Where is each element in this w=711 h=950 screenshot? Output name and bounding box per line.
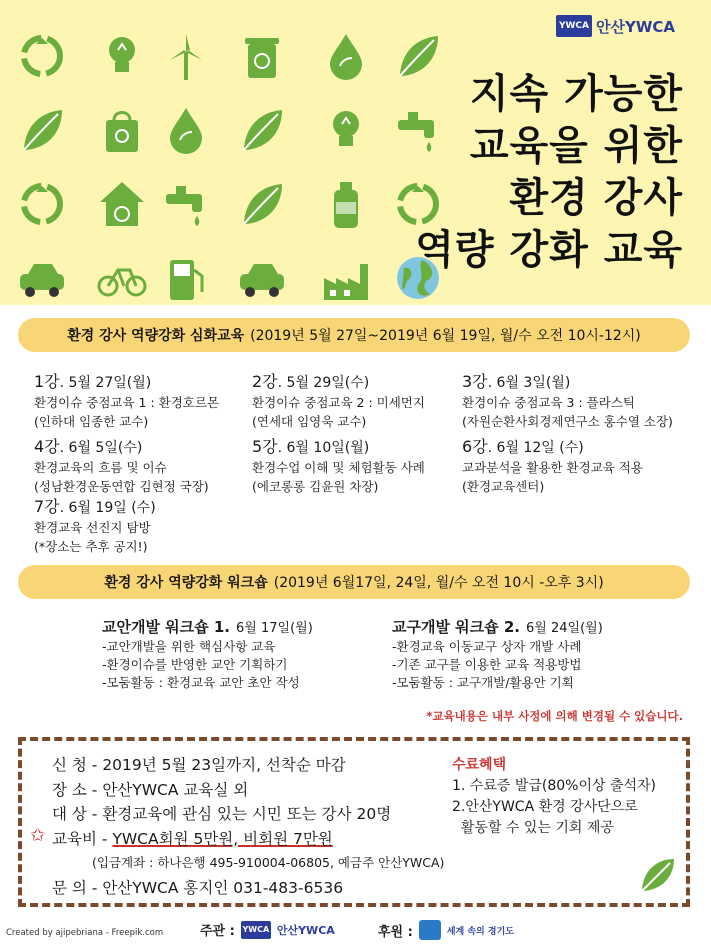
session-topic: 환경이슈 중점교육 2 : 미세먼지: [252, 395, 425, 410]
info-place: 장 소 - 안산YWCA 교육실 외: [52, 780, 249, 799]
sponsor-label: 후원 :: [378, 924, 413, 940]
benefits-title: 수료혜택: [452, 757, 507, 773]
trash-bin-icon: [236, 30, 288, 82]
info-fee: [52, 827, 444, 852]
page-title: [415, 68, 683, 276]
session-2: [252, 372, 425, 431]
title-line-3: 환경 강사: [509, 175, 683, 221]
water-drop-icon: [160, 104, 212, 156]
host-name: 안산YWCA: [276, 923, 335, 937]
leaf-icon: [16, 104, 68, 156]
water-drop-icon: [320, 30, 372, 82]
benefit-item: 2.안산YWCA 환경 강사단으로: [452, 799, 638, 815]
session-number: 1강: [34, 372, 60, 391]
image-credit: Created by ajipebriana - Freepik.com: [6, 928, 164, 938]
host-label: 주관 :: [200, 924, 235, 939]
session-date: . 6월 5일(수): [59, 440, 143, 456]
workshop-title: 교안개발 워크숍 1.: [102, 618, 231, 636]
wind-turbine-icon: [160, 30, 212, 82]
workshop-item: -환경이슈를 반영한 교안 기획하기: [102, 657, 288, 672]
fuel-station-icon: [160, 252, 212, 304]
recycle-icon: [16, 30, 68, 82]
info-contact: 문 의 - 안산YWCA 홍지인 031-483-6536: [52, 878, 344, 897]
workshop-item: -모둠활동 : 교구개발/활용안 기획: [392, 675, 574, 690]
gyeonggi-logo-icon: [419, 920, 441, 940]
ywca-text: 안산YWCA: [596, 17, 676, 36]
info-fee-value: YWCA회원 5만원, 비회원 7만원: [112, 829, 333, 848]
session-topic: 환경교육 선진지 탐방: [34, 520, 151, 535]
course-banner-title: 환경 강사 역량강화 심화교육: [67, 328, 245, 344]
session-date: . 6월 19일 (수): [59, 500, 156, 516]
benefit-item: 활동할 수 있는 기회 제공: [452, 820, 614, 836]
session-topic: 환경이슈 중점교육 1 : 환경호르몬: [34, 395, 220, 410]
session-5: [252, 437, 425, 496]
session-6: [462, 437, 643, 496]
host: [200, 920, 335, 939]
session-number: 4강: [34, 437, 60, 456]
workshop-item: -환경교육 이동교구 상자 개발 사례: [392, 639, 582, 654]
benefit-item: 1. 수료증 발급(80%이상 출석자): [452, 778, 656, 794]
house-icon: [96, 178, 148, 230]
session-topic: 교과분석을 활용한 환경교육 적용: [462, 460, 643, 475]
session-lecturer: (성남환경운동연합 김현정 국장): [34, 479, 209, 494]
sponsor: [378, 920, 514, 940]
footer: [0, 912, 711, 950]
change-notice: *교육내용은 내부 사정에 의해 변경될 수 있습니다.: [426, 709, 683, 723]
session-topic: 환경이슈 중점교육 3 : 플라스틱: [462, 395, 635, 410]
session-number: 5강: [252, 437, 278, 456]
course-banner: [18, 318, 690, 352]
info-apply: 신 청 - 2019년 5월 23일까지, 선착순 마감: [52, 756, 346, 774]
bulb-icon: [96, 30, 148, 82]
session-date: . 5월 29일(수): [277, 375, 370, 391]
ywca-logo: [556, 15, 675, 37]
bag-icon: [96, 104, 148, 156]
sponsor-name: 세계 속의 경기도: [446, 926, 514, 937]
session-number: 7강: [34, 497, 60, 516]
info-box: [18, 737, 690, 907]
car-icon: [236, 252, 288, 304]
workshop-item: -기존 교구를 이용한 교육 적용방법: [392, 657, 582, 672]
session-lecturer: (환경교육센터): [462, 479, 545, 494]
session-topic: 환경수업 이해 및 체험활동 사례: [252, 460, 425, 475]
benefits: [452, 755, 656, 839]
workshop-banner: [18, 565, 690, 599]
title-line-2: 교육을 위한: [469, 123, 683, 169]
info-fee-label: 교육비 -: [52, 829, 113, 848]
info-account: (입금계좌 : 하나은행 495-910004-06805, 예금주 안산YWCA): [92, 855, 445, 870]
session-1: [34, 372, 219, 431]
factory-icon: [320, 252, 372, 304]
workshop-item: -모둠활동 : 환경교육 교안 초안 작성: [102, 675, 300, 690]
course-banner-schedule: (2019년 5월 27일~2019년 6월 19일, 월/수 오전 10시-12시): [250, 328, 641, 344]
header-area: [0, 0, 711, 305]
session-number: 2강: [252, 372, 278, 391]
session-lecturer: (*장소는 추후 공지!): [34, 539, 148, 554]
session-date: . 6월 10일(월): [277, 440, 370, 456]
workshop-title: 교구개발 워크숍 2.: [392, 618, 521, 636]
bicycle-icon: [96, 252, 148, 304]
session-number: 3강: [462, 372, 488, 391]
session-4: [34, 437, 209, 496]
session-lecturer: (인하대 임종한 교수): [34, 414, 149, 429]
leaf-icon: [236, 104, 288, 156]
session-date: . 6월 3일(월): [487, 375, 571, 391]
workshop-date: 6월 24일(월): [526, 621, 603, 636]
ywca-mark: YWCA: [241, 921, 271, 939]
session-number: 6강: [462, 437, 488, 456]
star-icon: ✩: [30, 825, 46, 846]
session-7: [34, 497, 156, 556]
info-target: 대 상 - 환경교육에 관심 있는 시민 또는 강사 20명: [52, 805, 392, 823]
session-topic: 환경교육의 흐름 및 이슈: [34, 460, 167, 475]
workshop-1: [102, 618, 313, 692]
recycle-icon: [16, 178, 68, 230]
info-list: [52, 753, 444, 900]
ywca-mark: YWCA: [556, 15, 592, 37]
leaf-icon: [636, 853, 678, 895]
bulb-icon: [320, 104, 372, 156]
session-lecturer: (자원순환사회경제연구소 홍수열 소장): [462, 414, 673, 429]
workshop-2: [392, 618, 603, 692]
workshop-item: -교안개발을 위한 핵심사항 교육: [102, 639, 276, 654]
workshop-date: 6월 17일(월): [236, 621, 313, 636]
title-line-4: 역량 강화 교육: [415, 227, 683, 273]
car-icon: [16, 252, 68, 304]
session-date: . 5월 27일(월): [59, 375, 152, 391]
title-line-1: 지속 가능한: [469, 71, 683, 117]
session-lecturer: (연세대 임영욱 교수): [252, 414, 367, 429]
leaf-icon: [236, 178, 288, 230]
session-lecturer: (에코롱롱 김윤원 차장): [252, 479, 379, 494]
faucet-icon: [160, 178, 212, 230]
workshop-banner-schedule: (2019년 6월17일, 24일, 월/수 오전 10시 -오후 3시): [273, 575, 604, 591]
session-3: [462, 372, 673, 431]
bottle-icon: [320, 178, 372, 230]
session-date: . 6월 12일 (수): [487, 440, 584, 456]
workshop-banner-title: 환경 강사 역량강화 워크숍: [104, 575, 268, 591]
